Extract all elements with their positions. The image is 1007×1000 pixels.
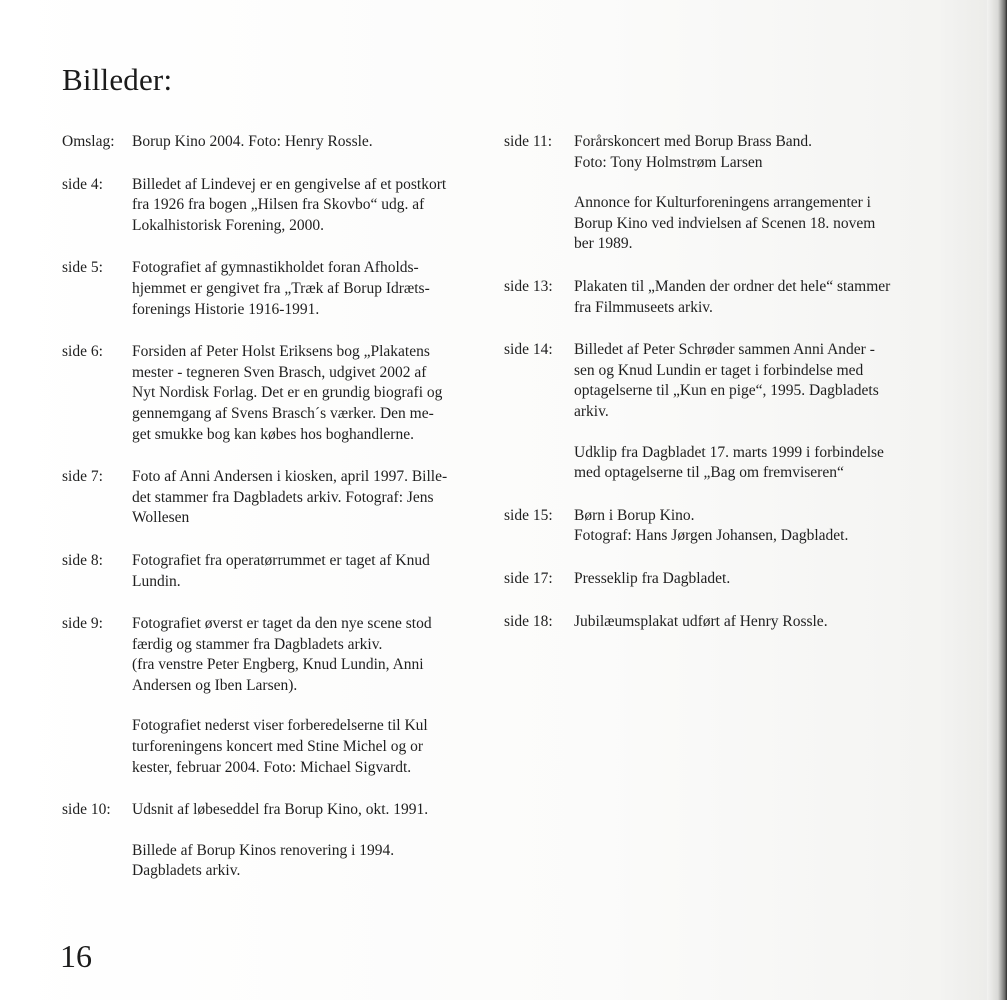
caption-page-label: side 6:	[62, 343, 103, 361]
caption-page-label: side 9:	[62, 615, 103, 633]
caption-paragraph: Fotografiet nederst viser forberedelserne til Kul turforeningens koncert med Stine Michel og or kester, februar 2004. Foto: Michael Sigvardt.	[132, 717, 428, 776]
caption-paragraph: Jubilæumsplakat udført af Henry Rossle.	[574, 612, 828, 630]
caption-paragraph: Borup Kino 2004. Foto: Henry Rossle.	[132, 133, 373, 150]
book-spine-shadow	[987, 0, 1007, 1000]
caption-page-label: side 5:	[62, 259, 103, 277]
caption-body	[132, 614, 492, 778]
page-number: 16	[60, 938, 92, 974]
caption-entry	[504, 612, 934, 633]
caption-entry	[62, 614, 492, 778]
caption-body	[132, 800, 492, 882]
caption-entry	[504, 506, 934, 547]
caption-body	[574, 340, 934, 484]
caption-page-label: side 8:	[62, 551, 103, 569]
caption-body	[132, 551, 492, 592]
caption-entry	[504, 569, 934, 590]
caption-body	[574, 277, 934, 318]
caption-paragraph: Udsnit af løbeseddel fra Borup Kino, okt. 1991.	[132, 801, 429, 819]
caption-paragraph: Billede af Borup Kinos renovering i 1994. Dagbladets arkiv.	[132, 841, 395, 880]
caption-page-label: side 18:	[504, 612, 553, 630]
right-column	[504, 132, 934, 654]
caption-body	[574, 506, 934, 547]
caption-paragraph: Forårskoncert med Borup Brass Band. Foto: Tony Holmstrøm Larsen	[574, 133, 813, 171]
caption-entry	[504, 132, 934, 255]
caption-page-label: side 15:	[504, 506, 553, 524]
caption-paragraph: Fotografiet af gymnastikholdet foran Afholds- hjemmet er gengivet fra „Træk af Borup Idræts- forenings Historie 1916-1991.	[132, 259, 430, 318]
caption-body	[132, 342, 492, 445]
caption-entry	[62, 800, 492, 882]
caption-page-label: side 11:	[504, 133, 553, 150]
caption-entry	[62, 551, 492, 592]
caption-body	[574, 132, 934, 255]
caption-paragraph: Annonce for Kulturforeningens arrangementer i Borup Kino ved indvielsen af Scenen 18. novem ber 1989.	[574, 194, 876, 253]
caption-entry	[504, 340, 934, 484]
caption-page-label: side 10:	[62, 801, 111, 819]
caption-paragraph: Plakaten til „Manden der ordner det hele“ stammer fra Filmmuseets arkiv.	[574, 277, 891, 316]
left-column	[62, 132, 492, 904]
caption-body	[132, 258, 492, 320]
caption-paragraph: Forsiden af Peter Holst Eriksens bog „Plakatens mester - tegneren Sven Brasch, udgivet 2002 af Nyt Nordisk Forlag. Det er en grundig biografi og gennemgang af Svens Brasch´s værker. Den me- get smukke bog kan købes hos boghandlerne.	[132, 343, 443, 443]
caption-paragraph: Børn i Borup Kino. Fotograf: Hans Jørgen Johansen, Dagbladet.	[574, 506, 849, 545]
caption-page-label: side 17:	[504, 569, 553, 587]
caption-paragraph: Billedet af Peter Schrøder sammen Anni Ander - sen og Knud Lundin er taget i forbindelse med optagelserne til „Kun en pige“, 1995. Dagbladets arkiv.	[574, 341, 879, 420]
caption-page-label: side 4:	[62, 175, 103, 193]
caption-paragraph: Udklip fra Dagbladet 17. marts 1999 i forbindelse med optagelserne til „Bag om fremviseren“	[574, 443, 884, 482]
caption-page-label: side 7:	[62, 468, 103, 486]
caption-paragraph: Fotografiet øverst er taget da den nye scene stod færdig og stammer fra Dagbladets arkiv. (fra venstre Peter Engberg, Knud Lundin, Anni Andersen og Iben Larsen).	[132, 615, 432, 694]
caption-entry	[62, 342, 492, 445]
caption-body	[132, 467, 492, 529]
caption-page-label: side 13:	[504, 277, 553, 295]
caption-entry	[62, 175, 492, 237]
caption-body	[132, 132, 492, 153]
caption-entry	[504, 277, 934, 318]
caption-entry	[62, 132, 492, 153]
caption-body	[574, 612, 934, 633]
caption-entry	[62, 467, 492, 529]
caption-paragraph: Foto af Anni Andersen i kiosken, april 1997. Bille- det stammer fra Dagbladets arkiv. Fotograf: Jens Wollesen	[132, 468, 448, 527]
caption-page-label: Omslag:	[62, 133, 115, 150]
caption-body	[132, 175, 492, 237]
caption-paragraph: Presseklip fra Dagbladet.	[574, 569, 731, 587]
page-title: Billeder:	[62, 62, 173, 97]
caption-paragraph: Billedet af Lindevej er en gengivelse af et postkort fra 1926 fra bogen „Hilsen fra Skovbo“ udg. af Lokalhistorisk Forening, 2000.	[132, 175, 447, 234]
caption-body	[574, 569, 934, 590]
caption-paragraph: Fotografiet fra operatørrummet er taget af Knud Lundin.	[132, 551, 430, 590]
caption-entry	[62, 258, 492, 320]
caption-page-label: side 14:	[504, 341, 553, 359]
